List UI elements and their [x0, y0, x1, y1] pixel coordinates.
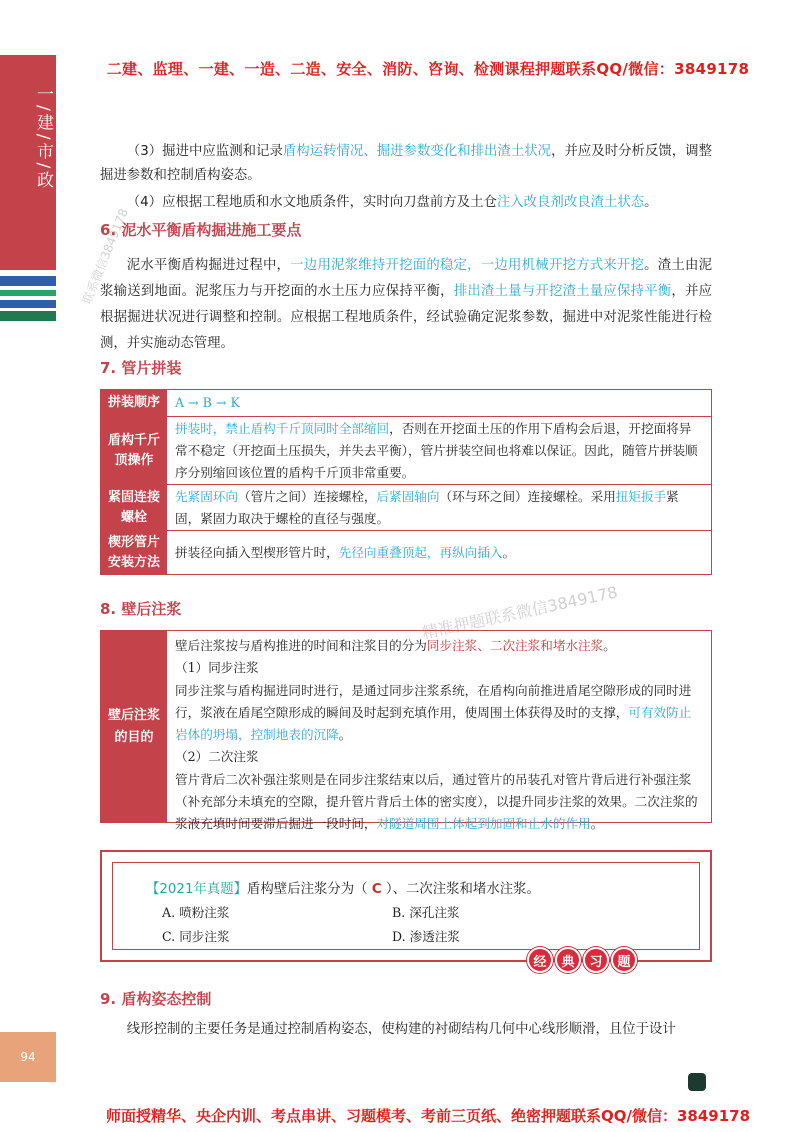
section-9-title: 9. 盾构姿态控制 — [100, 990, 212, 1008]
stripe-green-2 — [0, 311, 56, 321]
exercise-question: 【2021年真题】盾构壁后注浆分为（ C ）、二次注浆和堵水注浆。 — [146, 882, 540, 897]
corner-logo-icon — [688, 1073, 706, 1091]
exercise-box — [100, 850, 712, 970]
assembly-table — [100, 389, 712, 575]
row-head: 楔形管片安装方法 — [101, 531, 167, 574]
grouting-box — [100, 630, 712, 832]
option-b: B. 深孔注浆 — [392, 905, 460, 920]
stripe-blue-2 — [0, 300, 56, 308]
row-body: 先紧固环向（管片之间）连接螺栓，后紧固轴向（环与环之间）连接螺栓。采用扭矩扳手紧固，紧固力取决于螺栓的直径与强度。 — [175, 488, 679, 526]
row-body: 拼装时，禁止盾构千斤顶同时全部缩回，否则在开挖面土压的作用下盾构会后退，开挖面将异常不稳定（开挖面土压损失，并失去平衡），管片拼装空间也将难以保证。因此，随管片拼装顺序分别缩回该位置的盾构千斤顶非常重要。 — [175, 420, 698, 480]
grouting-lead: 壁后注浆按与盾构推进的时间和注浆目的分为同步注浆、二次注浆和堵水注浆。 — [175, 638, 616, 653]
page-number: 94 — [0, 1032, 56, 1082]
table-row — [101, 417, 711, 485]
intro-block — [100, 140, 712, 215]
chapter-side-tab — [0, 55, 56, 270]
top-banner: 二建、监理、一建、一造、二造、安全、消防、咨询、检测课程押题联系QQ/微信：3849178 — [106, 60, 750, 78]
badge-char: 经 — [527, 947, 553, 973]
section-6-body — [100, 253, 712, 357]
row-body: A → B → K — [175, 395, 240, 410]
table-row — [101, 531, 711, 574]
grouting-body — [167, 631, 711, 832]
table-row — [101, 390, 711, 417]
row-body: 拼装径向插入型楔形管片时，先径向重叠顶起，再纵向插入。 — [175, 544, 516, 560]
section-9-body — [100, 1018, 712, 1042]
sync-title: （1）同步注浆 — [175, 660, 259, 676]
option-c: C. 同步注浆 — [162, 929, 230, 944]
para-3: （3）掘进中应监测和记录盾构运转情况、掘进参数变化和排出渣土状况，并应及时分析反馈，调整掘进参数和控制盾构姿态。 — [100, 144, 712, 183]
watermark: 精准押题联系微信3849178 — [420, 582, 620, 643]
bottom-banner: 师面授精华、央企内训、考点串讲、习题模考、考前三页纸、绝密押题联系QQ/微信：3849178 — [105, 1107, 751, 1125]
sync-text: 同步注浆与盾构掘进同时进行，是通过同步注浆系统，在盾构向前推进盾尾空隙形成的同时进行，浆液在盾尾空隙形成的瞬间及时起到充填作用，使周围土体获得及时的支撑，可有效防止岩体的坍塌，控制地表的沉降。 — [175, 682, 692, 743]
badge-char: 题 — [611, 947, 637, 973]
badge-char: 习 — [583, 947, 609, 973]
option-a: A. 喷粉注浆 — [162, 905, 230, 920]
section-8-title: 8. 壁后注浆 — [100, 600, 182, 618]
table-row — [101, 485, 711, 531]
stripe-blue — [0, 276, 56, 286]
second-text: 管片背后二次补强注浆则是在同步注浆结束以后，通过管片的吊装孔对管片背后进行补强注浆（补充部分未填充的空隙，提升管片背后土体的密实度），以提升同步注浆的效果。二次注浆的浆液充填时间要滞后掘进一段时间，对隧道周围土体起到加固和止水的作用。 — [175, 771, 698, 832]
chapter-label: 一/建/市/政 — [33, 85, 53, 192]
stripe-green — [0, 290, 56, 296]
row-head: 盾构千斤顶操作 — [101, 417, 167, 484]
row-head: 拼装顺序 — [101, 390, 167, 416]
watermark-side: 联系微信3849178 — [79, 206, 131, 306]
section-7-title: 7. 管片拼装 — [100, 359, 182, 377]
second-title: （2）二次注浆 — [175, 749, 259, 765]
section-9-para: 线形控制的主要任务是通过控制盾构姿态，使构建的衬砌结构几何中心线形顺滑，且位于设计 — [126, 1022, 676, 1037]
grouting-head: 壁后注浆的目的 — [101, 631, 167, 822]
badge-char: 典 — [555, 947, 581, 973]
option-d: D. 渗透注浆 — [392, 929, 461, 944]
section-6-para: 泥水平衡盾构掘进过程中，一边用泥浆维持开挖面的稳定，一边用机械开挖方式来开挖。渣土由泥浆输送到地面。泥浆压力与开挖面的水土压力应保持平衡，排出渣土量与开挖渣土量应保持平衡，并应根据掘进状况进行调整和控制。应根据工程地质条件，经试验确定泥浆参数，掘进中对泥浆性能进行检测，并实施动态管理。 — [100, 258, 713, 351]
para-4: （4）应根据工程地质和水文地质条件，实时向刀盘前方及土仓注入改良剂改良渣土状态。 — [126, 195, 658, 210]
row-head: 紧固连接螺栓 — [101, 485, 167, 530]
section-6-title: 6. 泥水平衡盾构掘进施工要点 — [100, 221, 302, 239]
